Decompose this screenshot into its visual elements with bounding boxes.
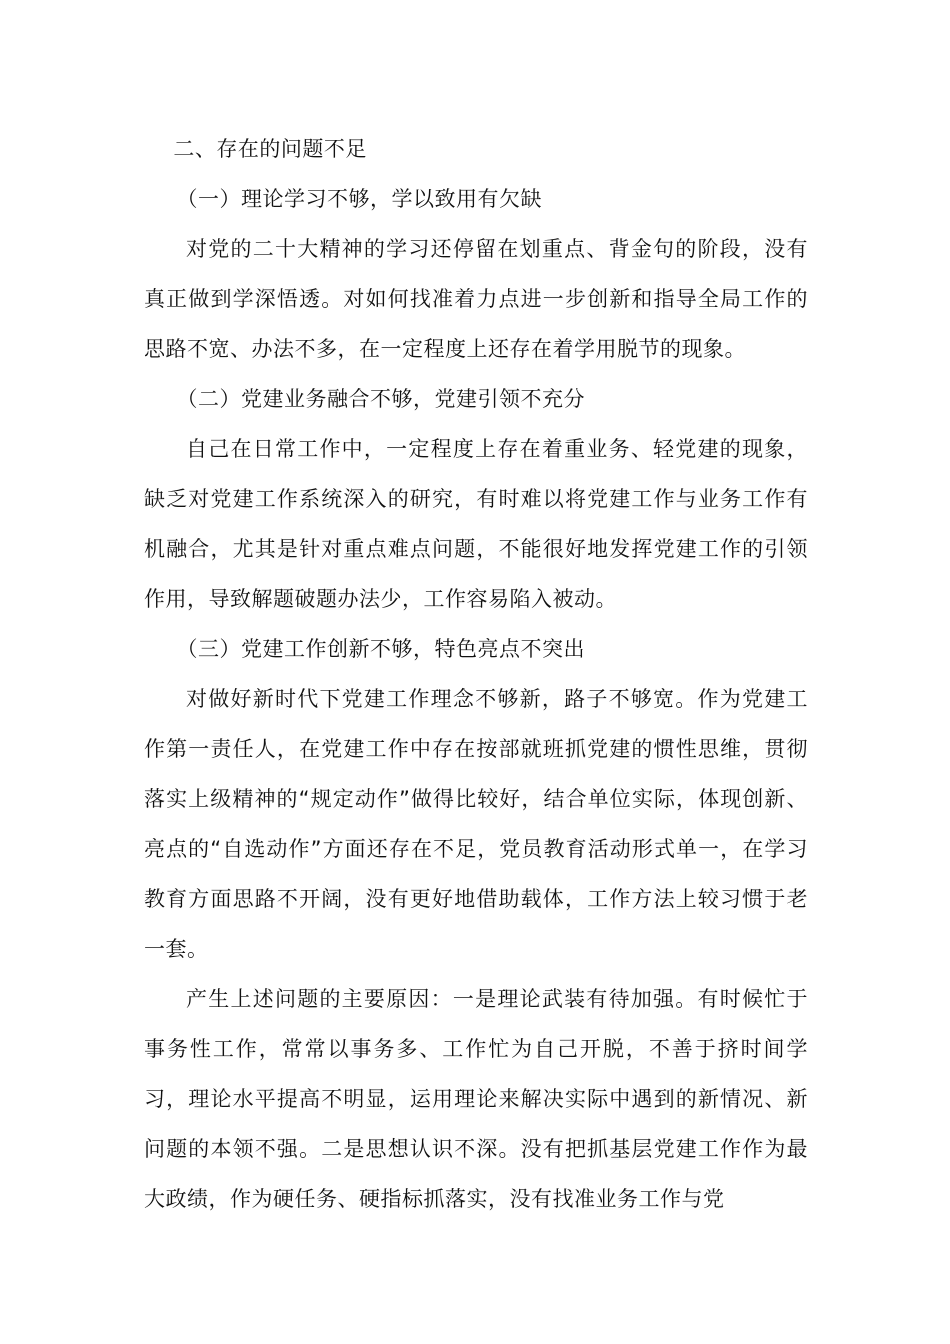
document-body	[144, 124, 808, 1224]
item-body-2: 自己在日常工作中，一定程度上存在着重业务、轻党建的现象，缺乏对党建工作系统深入的研究，有时难以将党建工作与业务工作有机融合，尤其是针对重点难点问题，不能很好地发挥党建工作的引领作用，导致解题破题办法少，工作容易陷入被动。	[144, 437, 808, 611]
section-heading: 二、存在的问题不足	[173, 137, 367, 161]
item-heading-1: （一）理论学习不够，学以致用有欠缺	[176, 187, 543, 211]
item-body-1: 对党的二十大精神的学习还停留在划重点、背金句的阶段，没有真正做到学深悟透。对如何找准着力点进一步创新和指导全局工作的思路不宽、办法不多，在一定程度上还存在着学用脱节的现象。	[144, 237, 808, 361]
item-heading-2: （二）党建业务融合不够，党建引领不充分	[176, 387, 586, 411]
item-body-3: 对做好新时代下党建工作理念不够新，路子不够宽。作为党建工作第一责任人，在党建工作中存在按部就班抓党建的惯性思维，贯彻落实上级精神的“规定动作”做得比较好，结合单位实际，体现创新、亮点的“自选动作”方面还存在不足，党员教育活动形式单一，在学习教育方面思路不开阔，没有更好地借助载体，工作方法上较习惯于老一套。	[144, 687, 808, 961]
causes-paragraph: 产生上述问题的主要原因：一是理论武装有待加强。有时候忙于事务性工作，常常以事务多、工作忙为自己开脱，不善于挤时间学习，理论水平提高不明显，运用理论来解决实际中遇到的新情况、新问题的本领不强。二是思想认识不深。没有把抓基层党建工作作为最大政绩，作为硬任务、硬指标抓落实，没有找准业务工作与党	[144, 987, 808, 1211]
item-heading-3: （三）党建工作创新不够，特色亮点不突出	[176, 637, 586, 661]
